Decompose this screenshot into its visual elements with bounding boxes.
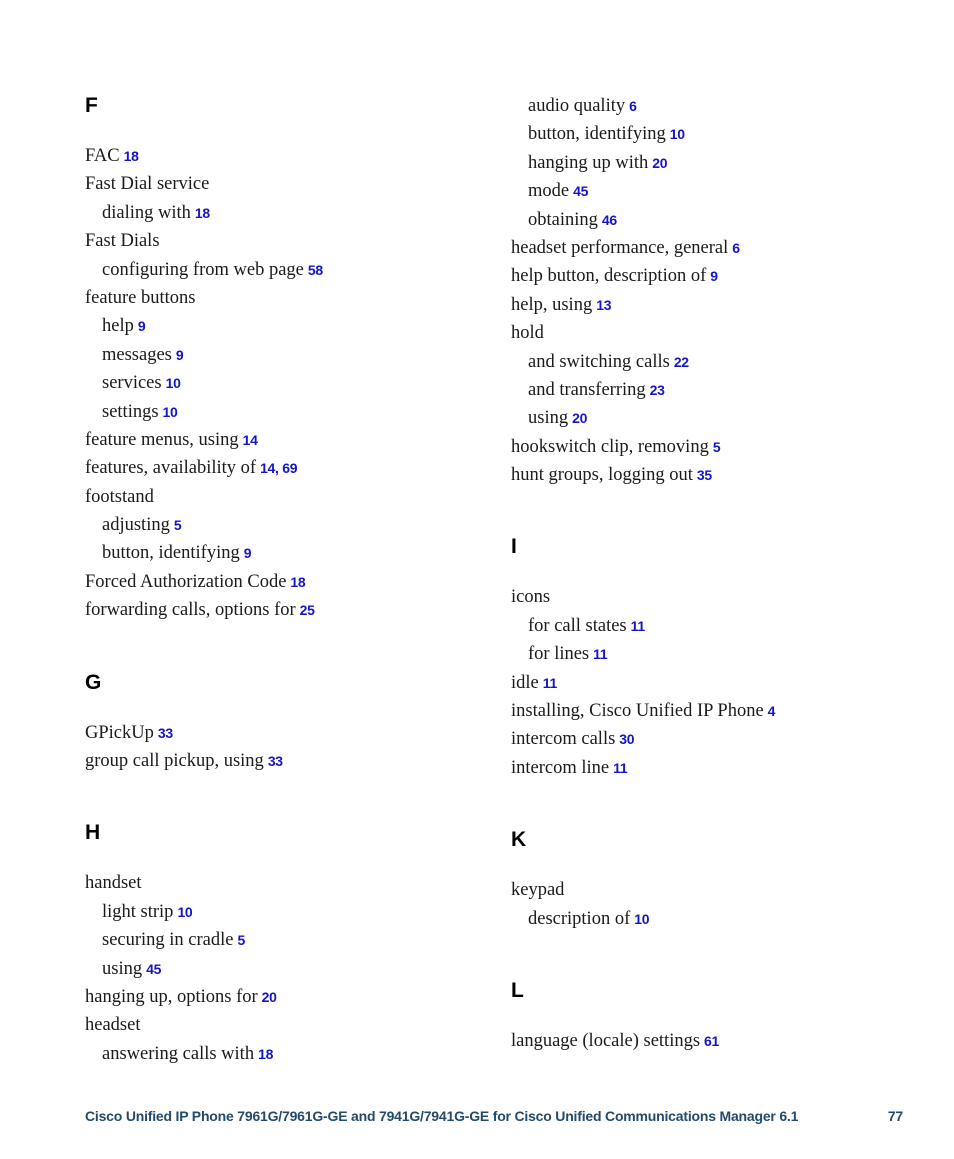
page-link[interactable]: 10: [177, 903, 193, 920]
index-subentry: [511, 206, 931, 234]
index-entry: [511, 754, 931, 782]
section-f-entries: [85, 142, 485, 625]
section-letter-k: K: [511, 828, 527, 852]
entry-text: Fast Dials: [85, 231, 160, 252]
page-link[interactable]: 11: [593, 646, 608, 663]
index-subentry: [511, 348, 931, 376]
page-link[interactable]: 61: [704, 1032, 720, 1049]
page-link[interactable]: 20: [261, 988, 277, 1005]
index-subentry: [511, 640, 931, 668]
page-link[interactable]: 20: [572, 410, 588, 427]
index-subentry: [85, 898, 485, 926]
entry-text: securing in cradle: [102, 930, 234, 951]
page-link[interactable]: 5: [237, 932, 245, 949]
page-link[interactable]: 35: [696, 467, 712, 484]
index-subentry: [511, 905, 931, 933]
entry-text: light strip: [102, 901, 174, 922]
index-entry: [85, 454, 485, 482]
index-subentry: [85, 256, 485, 284]
section-spacer: [511, 933, 931, 977]
section-spacer: [85, 625, 485, 669]
page-link[interactable]: 11: [613, 759, 628, 776]
entry-text: headset performance, general: [511, 237, 729, 258]
index-column-left: [85, 92, 485, 1068]
page-link[interactable]: 10: [165, 375, 181, 392]
index-subentry: [511, 612, 931, 640]
index-entry: [511, 262, 931, 290]
page-link[interactable]: 6: [629, 98, 637, 114]
index-subentry: [85, 312, 485, 340]
footer-title: Cisco Unified IP Phone 7961G/7961G-GE and 7941G/7941G-GE for Cisco Unified Communications Manager 6.1: [85, 1108, 799, 1124]
page-link[interactable]: 4: [767, 703, 776, 720]
index-entry: [511, 319, 931, 347]
page-link[interactable]: 30: [619, 731, 635, 748]
entry-text: messages: [102, 344, 172, 365]
section-letter-l: L: [511, 978, 524, 1002]
page-link[interactable]: 45: [146, 960, 162, 977]
page-link[interactable]: 22: [673, 353, 689, 370]
section-i-entries: [511, 583, 931, 782]
entry-text: installing, Cisco Unified IP Phone: [511, 701, 764, 722]
entry-text: intercom calls: [511, 729, 616, 750]
index-entry: [511, 697, 931, 725]
entry-text: using: [528, 408, 569, 429]
index-entry: [85, 983, 485, 1011]
section-l-entries: [511, 1027, 931, 1055]
page-link[interactable]: 9: [710, 268, 718, 285]
page-link[interactable]: 18: [194, 204, 210, 221]
index-entry: [85, 869, 485, 897]
index-entry: [511, 1027, 931, 1055]
entry-text: audio quality: [528, 96, 626, 116]
entry-text: adjusting: [102, 515, 170, 536]
index-entry: [511, 583, 931, 611]
entry-text: keypad: [511, 880, 565, 901]
page-link[interactable]: 14, 69: [260, 460, 298, 477]
entry-text: idle: [511, 672, 539, 693]
entry-text: features, availability of: [85, 458, 257, 479]
index-subentry: [85, 955, 485, 983]
page-link[interactable]: 5: [173, 517, 182, 534]
section-letter-h: H: [85, 821, 101, 845]
index-subentry: [511, 120, 931, 148]
entry-text: icons: [511, 587, 551, 608]
entry-text: feature buttons: [85, 287, 196, 308]
page-link[interactable]: 18: [258, 1045, 274, 1062]
entry-text: mode: [528, 181, 570, 202]
page-link[interactable]: 25: [299, 602, 315, 619]
page-link[interactable]: 23: [649, 381, 665, 398]
index-subentry: [85, 926, 485, 954]
index-entry: [85, 284, 485, 312]
page-link[interactable]: 6: [732, 239, 740, 256]
entry-text: using: [102, 958, 143, 979]
page-link[interactable]: 11: [630, 617, 645, 634]
index-subentry: [85, 539, 485, 567]
index-entry: [511, 725, 931, 753]
entry-text: footstand: [85, 486, 154, 507]
index-subentry: [85, 398, 485, 426]
page-link[interactable]: 9: [137, 318, 146, 335]
section-letter-f: F: [85, 94, 98, 117]
entry-text: hookswitch clip, removing: [511, 436, 709, 457]
entry-text: forwarding calls, options for: [85, 600, 296, 621]
entry-text: obtaining: [528, 209, 598, 230]
index-entry: [511, 433, 931, 461]
section-letter-i: I: [511, 535, 517, 559]
entry-text: hanging up, options for: [85, 986, 258, 1007]
index-subentry: [85, 199, 485, 227]
index-subentry: [511, 404, 931, 432]
page-link[interactable]: 10: [634, 910, 650, 927]
page-link[interactable]: 33: [157, 724, 173, 741]
page-link[interactable]: 20: [652, 154, 668, 171]
entry-text: hunt groups, logging out: [511, 465, 693, 486]
entry-text: group call pickup, using: [85, 751, 264, 772]
page-link[interactable]: 9: [243, 545, 252, 562]
entry-text: for lines: [528, 644, 590, 665]
entry-text: button, identifying: [102, 543, 240, 564]
index-subentry: [85, 511, 485, 539]
entry-text: Fast Dial service: [85, 174, 210, 195]
index-entry: [85, 426, 485, 454]
section-h-entries: [85, 869, 485, 1068]
page-link[interactable]: 33: [267, 753, 283, 770]
page-link[interactable]: 46: [601, 211, 617, 228]
index-entry: [511, 876, 931, 904]
index-subentry: [85, 369, 485, 397]
entry-text: help button, description of: [511, 266, 707, 287]
section-spacer: [85, 775, 485, 819]
entry-text: button, identifying: [528, 124, 666, 145]
page-link[interactable]: 10: [669, 126, 685, 143]
section-spacer: [511, 489, 931, 533]
index-subentry: [511, 177, 931, 205]
index-entry: [511, 669, 931, 697]
entry-text: and transferring: [528, 379, 646, 400]
index-entry: [85, 747, 485, 775]
index-subentry: [85, 1040, 485, 1068]
index-entry: [85, 568, 485, 596]
entry-text: feature menus, using: [85, 429, 239, 450]
page-link[interactable]: 18: [123, 148, 139, 164]
index-entry: [511, 461, 931, 489]
index-entry: [85, 483, 485, 511]
entry-text: help: [102, 316, 134, 337]
page-footer: [85, 1108, 903, 1124]
entry-text: Forced Authorization Code: [85, 571, 287, 592]
page-link[interactable]: 45: [573, 183, 589, 200]
index-subentry: [511, 92, 931, 120]
entry-text: intercom line: [511, 757, 610, 778]
entry-text: handset: [85, 873, 142, 894]
index-entry: [85, 1011, 485, 1039]
section-letter-g: G: [85, 670, 102, 694]
entry-text: help, using: [511, 294, 593, 315]
index-entry: [85, 719, 485, 747]
index-column-right: [511, 92, 931, 1055]
entry-text: GPickUp: [85, 722, 154, 743]
entry-text: description of: [528, 908, 631, 929]
page-link[interactable]: 18: [290, 573, 306, 590]
index-entry: [85, 227, 485, 255]
index-entry: [85, 596, 485, 624]
entry-text: and switching calls: [528, 351, 670, 372]
entry-text: services: [102, 373, 162, 394]
entry-text: FAC: [85, 146, 120, 166]
index-subentry: [511, 376, 931, 404]
entry-text: for call states: [528, 615, 627, 636]
section-h-continued-entries: [511, 92, 931, 489]
page-link[interactable]: 13: [596, 296, 612, 313]
entry-text: headset: [85, 1015, 141, 1036]
entry-text: hold: [511, 323, 544, 344]
index-entry: [511, 291, 931, 319]
page-link[interactable]: 10: [162, 403, 178, 420]
page-link[interactable]: 9: [175, 346, 184, 363]
index-entry: [85, 170, 485, 198]
page-link[interactable]: 11: [542, 674, 557, 691]
entry-text: answering calls with: [102, 1043, 255, 1064]
entry-text: hanging up with: [528, 152, 649, 173]
entry-text: configuring from web page: [102, 259, 304, 280]
index-entry: [511, 234, 931, 262]
section-spacer: [511, 782, 931, 826]
page-link[interactable]: 5: [712, 438, 721, 455]
section-k-entries: [511, 876, 931, 933]
page-number: 77: [887, 1108, 903, 1124]
index-subentry: [85, 341, 485, 369]
entry-text: language (locale) settings: [511, 1030, 701, 1051]
entry-text: settings: [102, 401, 159, 422]
index-entry: [85, 142, 485, 170]
index-subentry: [511, 149, 931, 177]
page-link[interactable]: 58: [307, 261, 323, 278]
entry-text: dialing with: [102, 202, 191, 223]
section-g-entries: [85, 719, 485, 776]
page-link[interactable]: 14: [242, 431, 258, 448]
